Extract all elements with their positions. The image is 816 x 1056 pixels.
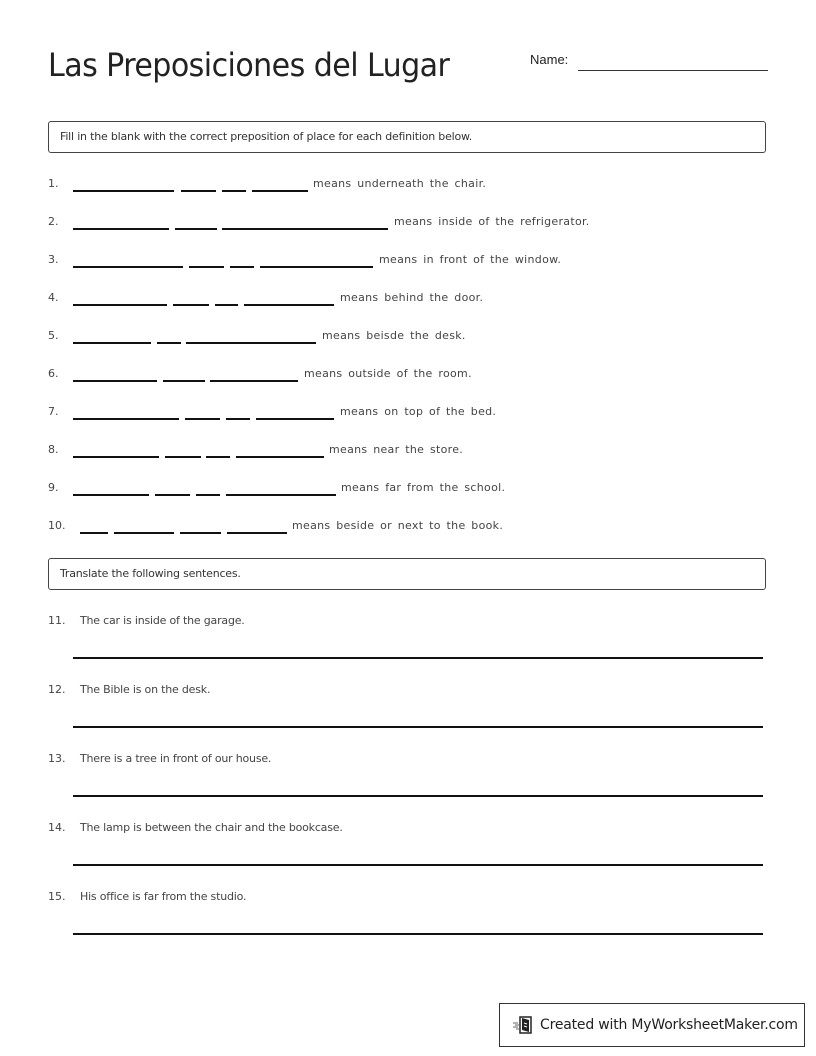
question-number: 14.: [48, 821, 66, 834]
answer-blank[interactable]: [185, 418, 220, 420]
question-row: [0, 367, 816, 387]
answer-blank[interactable]: [222, 190, 246, 192]
question-number: 9.: [48, 481, 59, 494]
answer-blank[interactable]: [244, 304, 334, 306]
answer-blank[interactable]: [73, 494, 149, 496]
question-number: 15.: [48, 890, 66, 903]
sentence-text: His office is far from the studio.: [80, 890, 247, 903]
question-number: 2.: [48, 215, 59, 228]
question-row: [0, 177, 816, 197]
definition-text: means behind the door.: [340, 291, 484, 304]
question-number: 13.: [48, 752, 66, 765]
question-row: [0, 481, 816, 501]
question-row: [0, 291, 816, 311]
answer-blank[interactable]: [226, 418, 250, 420]
answer-blank[interactable]: [236, 456, 324, 458]
definition-text: means far from the school.: [341, 481, 506, 494]
answer-blank[interactable]: [196, 494, 220, 496]
translation-answer-line[interactable]: [73, 795, 763, 797]
answer-blank[interactable]: [80, 532, 108, 534]
question-number: 1.: [48, 177, 59, 190]
answer-blank[interactable]: [181, 190, 216, 192]
sentence-text: The lamp is between the chair and the bookcase.: [80, 821, 343, 834]
question-number: 10.: [48, 519, 66, 532]
question-row: [0, 519, 816, 539]
answer-blank[interactable]: [215, 304, 238, 306]
answer-blank[interactable]: [73, 456, 159, 458]
translation-answer-line[interactable]: [73, 864, 763, 866]
question-number: 3.: [48, 253, 59, 266]
answer-blank[interactable]: [165, 456, 201, 458]
definition-text: means in front of the window.: [379, 253, 562, 266]
footer-text: Created with MyWorksheetMaker.com: [540, 1017, 798, 1033]
definition-text: means beisde the desk.: [322, 329, 466, 342]
definition-text: means on top of the bed.: [340, 405, 497, 418]
sentence-text: The car is inside of the garage.: [80, 614, 245, 627]
translation-answer-line[interactable]: [73, 933, 763, 935]
answer-blank[interactable]: [155, 494, 190, 496]
answer-blank[interactable]: [230, 266, 254, 268]
translation-answer-line[interactable]: [73, 726, 763, 728]
answer-blank[interactable]: [189, 266, 224, 268]
translation-answer-line[interactable]: [73, 657, 763, 659]
sentence-text: The Bible is on the desk.: [80, 683, 211, 696]
definition-text: means near the store.: [329, 443, 464, 456]
answer-blank[interactable]: [173, 304, 209, 306]
question-number: 5.: [48, 329, 59, 342]
answer-blank[interactable]: [73, 342, 151, 344]
answer-blank[interactable]: [227, 532, 287, 534]
worksheet-logo-icon: [512, 1014, 534, 1036]
answer-blank[interactable]: [114, 532, 174, 534]
name-field-line[interactable]: [578, 70, 768, 71]
sentence-text: There is a tree in front of our house.: [80, 752, 272, 765]
definition-text: means beside or next to the book.: [292, 519, 504, 532]
answer-blank[interactable]: [260, 266, 373, 268]
answer-blank[interactable]: [222, 228, 388, 230]
question-number: 12.: [48, 683, 66, 696]
answer-blank[interactable]: [256, 418, 334, 420]
question-row: [0, 329, 816, 349]
answer-blank[interactable]: [157, 342, 181, 344]
answer-blank[interactable]: [73, 380, 157, 382]
page-title: Las Preposiciones del Lugar: [48, 46, 450, 84]
answer-blank[interactable]: [210, 380, 298, 382]
answer-blank[interactable]: [163, 380, 205, 382]
definition-text: means outside of the room.: [304, 367, 472, 380]
answer-blank[interactable]: [226, 494, 336, 496]
definition-text: means inside of the refrigerator.: [394, 215, 590, 228]
answer-blank[interactable]: [73, 418, 179, 420]
answer-blank[interactable]: [73, 190, 174, 192]
question-number: 4.: [48, 291, 59, 304]
answer-blank[interactable]: [252, 190, 308, 192]
answer-blank[interactable]: [73, 304, 167, 306]
answer-blank[interactable]: [175, 228, 217, 230]
question-number: 11.: [48, 614, 66, 627]
answer-blank[interactable]: [73, 228, 169, 230]
question-number: 6.: [48, 367, 59, 380]
question-number: 8.: [48, 443, 59, 456]
question-row: [0, 253, 816, 273]
definition-text: means underneath the chair.: [313, 177, 487, 190]
question-row: [0, 405, 816, 425]
question-row: [0, 215, 816, 235]
name-label: Name:: [530, 52, 569, 67]
question-number: 7.: [48, 405, 59, 418]
question-row: [0, 443, 816, 463]
answer-blank[interactable]: [186, 342, 316, 344]
section2-instruction-box: Translate the following sentences.: [48, 558, 766, 590]
answer-blank[interactable]: [73, 266, 183, 268]
section1-instruction-box: Fill in the blank with the correct preposition of place for each definition below.: [48, 121, 766, 153]
footer-badge: [499, 1003, 805, 1047]
answer-blank[interactable]: [180, 532, 221, 534]
answer-blank[interactable]: [206, 456, 230, 458]
